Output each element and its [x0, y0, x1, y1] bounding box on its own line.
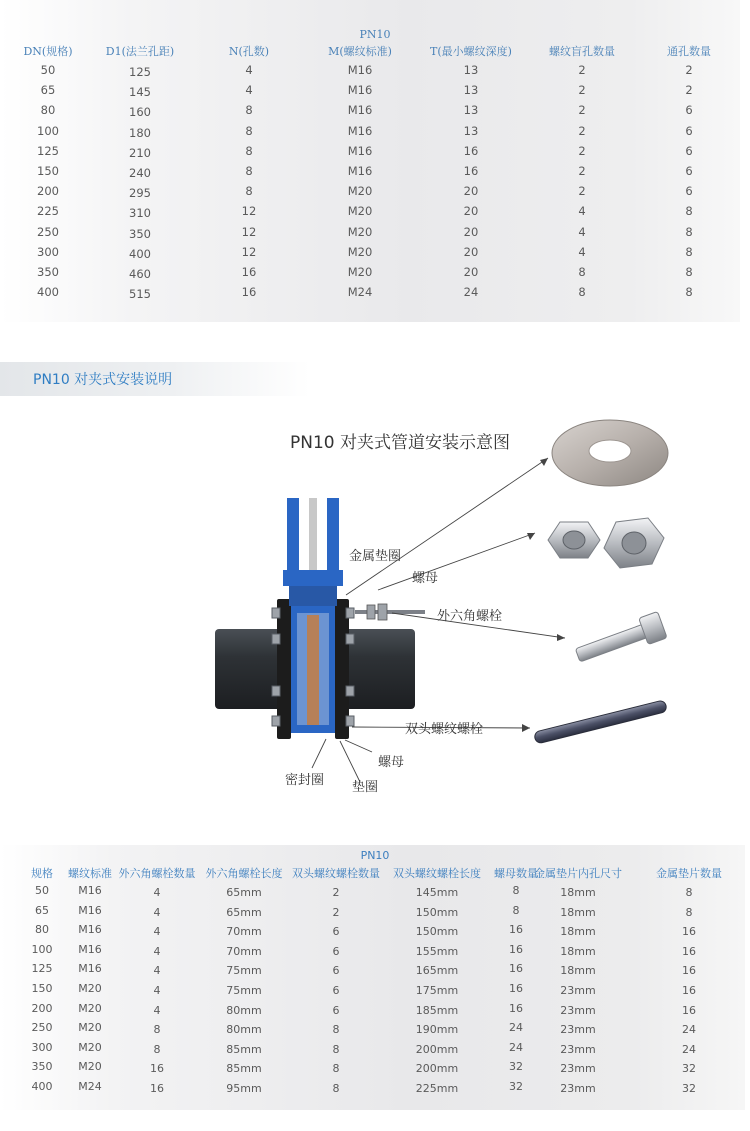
table-cell: 6 [332, 925, 340, 939]
label-nut-bottom: 螺母 [378, 755, 405, 770]
table-cell: 24 [682, 1042, 696, 1056]
table-cell: 2 [332, 905, 340, 919]
table-cell: 2 [685, 63, 693, 77]
column-header: 外六角螺栓数量 [118, 867, 196, 880]
table-cell: 16 [463, 164, 479, 178]
table-cell: M16 [347, 103, 373, 118]
table-cell: M16 [78, 884, 102, 897]
bolt-head [272, 608, 280, 618]
table-cell: 240 [129, 166, 151, 180]
table-cell: 4 [578, 224, 586, 239]
table-cell: 16 [463, 143, 479, 158]
table-cell: 8 [578, 265, 586, 279]
flange-spec-table [0, 0, 750, 322]
table-cell: 8 [685, 204, 693, 219]
table-cell: 32 [509, 1060, 523, 1074]
table-cell: 6 [332, 1003, 340, 1017]
table-cell: M20 [347, 204, 373, 219]
table-cell: 18mm [560, 964, 596, 978]
table-cell: 16 [150, 1082, 164, 1095]
table-cell: M20 [347, 224, 373, 239]
table-cell: M16 [347, 83, 373, 98]
table-cell: 100 [31, 942, 53, 956]
table-cell: 150mm [415, 905, 459, 919]
table-cell: M16 [78, 923, 102, 937]
table-cell: 20 [463, 244, 479, 259]
table-cell: 225 [37, 204, 59, 219]
column-header: 通孔数量 [667, 45, 711, 58]
table-cell: 16 [682, 925, 696, 939]
label-nut-top: 螺母 [412, 571, 439, 586]
table-cell: 8 [512, 903, 520, 917]
table-cell: 145 [129, 85, 151, 100]
column-header: 外六角螺栓长度 [205, 867, 283, 880]
column-header: DN(规格) [23, 45, 73, 58]
table-cell: M20 [78, 1021, 102, 1035]
table-cell: 300 [31, 1040, 53, 1054]
table-cell: 6 [685, 123, 693, 138]
table-group-label: PN10 [360, 849, 390, 862]
table-cell: 8 [685, 224, 693, 239]
table-cell: 2 [578, 103, 586, 118]
table-cell: 75mm [226, 984, 262, 997]
label-stud-bolt: 双头螺纹螺栓 [405, 722, 484, 737]
table-cell: 4 [153, 1003, 161, 1017]
column-header: D1(法兰孔距) [105, 45, 175, 58]
table-cell: 8 [685, 905, 693, 919]
table-cell: 200mm [415, 1062, 459, 1076]
table-cell: M16 [347, 63, 373, 77]
table-cell: 32 [682, 1062, 696, 1076]
table-cell: 150 [37, 164, 59, 178]
table-cell: 2 [578, 63, 586, 77]
table-cell: 460 [129, 267, 151, 281]
table-group-label: PN10 [359, 28, 391, 41]
table-cell: 18mm [560, 944, 596, 958]
table-cell: 23mm [560, 984, 596, 997]
table-cell: 24 [682, 1023, 696, 1037]
table-cell: 4 [153, 905, 161, 919]
table-cell: 4 [245, 83, 253, 98]
table-cell: 12 [241, 244, 257, 259]
table-cell: 4 [153, 964, 161, 978]
table-cell: 4 [153, 984, 161, 997]
table-cell: 2 [332, 886, 340, 899]
table-cell: 300 [37, 244, 59, 259]
table-cell: 200 [31, 1001, 53, 1015]
table-background [0, 845, 745, 1110]
table-cell: 8 [332, 1062, 340, 1076]
table-cell: 190mm [415, 1023, 459, 1037]
table-cell: 95mm [226, 1082, 262, 1095]
column-header: 双头螺纹螺栓数量 [292, 867, 380, 880]
column-header: N(孔数) [228, 45, 270, 58]
table-cell: 50 [35, 884, 49, 897]
table-cell: 310 [129, 206, 151, 221]
bolt-spec-table [0, 845, 750, 1110]
table-cell: 16 [509, 982, 523, 995]
table-cell: 32 [509, 1080, 523, 1093]
table-cell: 8 [685, 265, 693, 279]
column-header: M(螺纹标准) [328, 45, 392, 58]
table-cell: 8 [685, 244, 693, 259]
table-cell: 50 [40, 63, 56, 77]
table-cell: 65mm [226, 905, 262, 919]
table-cell: 200 [37, 184, 59, 199]
table-cell: 65 [40, 83, 56, 98]
table-cell: M20 [347, 184, 373, 199]
table-cell: M24 [78, 1080, 102, 1093]
table-cell: 16 [509, 942, 523, 956]
table-cell: 350 [31, 1060, 53, 1074]
table-cell: 12 [241, 204, 257, 219]
table-cell: 4 [153, 886, 161, 899]
valve-frame-right [327, 498, 339, 578]
table-cell: 8 [153, 1023, 161, 1037]
table-cell: M16 [78, 942, 102, 956]
table-cell: 2 [685, 83, 693, 98]
table-cell: M16 [347, 164, 373, 178]
table-cell: 150 [31, 982, 53, 995]
table-cell: 8 [245, 143, 253, 158]
table-cell: 250 [37, 224, 59, 239]
column-header: 双头螺纹螺栓长度 [393, 867, 481, 880]
table-cell: M20 [78, 1060, 102, 1074]
installation-diagram [0, 400, 750, 830]
table-cell: M16 [78, 962, 102, 976]
table-cell: 2 [578, 143, 586, 158]
table-cell: 155mm [415, 944, 459, 958]
table-cell: 350 [129, 226, 151, 241]
label-gasket: 垫圈 [352, 780, 379, 795]
table-cell: 200mm [415, 1042, 459, 1056]
table-cell: 80 [35, 923, 49, 937]
table-cell: 65 [35, 903, 49, 917]
table-cell: 12 [241, 224, 257, 239]
table-cell: 13 [463, 103, 479, 118]
table-cell: 16 [150, 1062, 164, 1076]
table-cell: 80 [40, 103, 56, 118]
column-header: 规格 [31, 867, 53, 880]
table-cell: M16 [347, 143, 373, 158]
table-cell: 8 [578, 285, 586, 300]
table-cell: 16 [509, 923, 523, 937]
table-cell: 175mm [415, 984, 459, 997]
table-cell: 6 [685, 103, 693, 118]
table-cell: 150mm [415, 925, 459, 939]
table-cell: 2 [578, 83, 586, 98]
table-cell: M20 [78, 1040, 102, 1054]
table-cell: 8 [332, 1082, 340, 1095]
table-cell: 16 [682, 964, 696, 978]
diagram-svg [0, 400, 750, 830]
table-cell: 125 [37, 143, 59, 158]
table-cell: 125 [31, 962, 53, 976]
column-header: 螺纹盲孔数量 [549, 45, 615, 58]
table-cell: 2 [578, 184, 586, 199]
table-cell: 20 [463, 224, 479, 239]
table-cell: 8 [512, 884, 520, 897]
table-cell: 6 [332, 964, 340, 978]
table-cell: 16 [682, 984, 696, 997]
table-cell: 13 [463, 83, 479, 98]
table-cell: 23mm [560, 1003, 596, 1017]
table-cell: 185mm [415, 1003, 459, 1017]
table-cell: 100 [37, 123, 59, 138]
table-cell: 24 [509, 1021, 523, 1035]
table-cell: 225mm [415, 1082, 459, 1095]
table-cell: 23mm [560, 1062, 596, 1076]
table-cell: M24 [347, 285, 373, 300]
table-cell: 350 [37, 265, 59, 279]
column-header: 金属垫片数量 [656, 867, 722, 880]
table-cell: 295 [129, 186, 151, 201]
table-cell: 65mm [226, 886, 262, 899]
table-cell: 4 [153, 925, 161, 939]
table-cell: 180 [129, 125, 151, 140]
table-cell: 8 [153, 1042, 161, 1056]
table-cell: 16 [509, 1001, 523, 1015]
column-header: 金属垫片内孔尺寸 [534, 867, 622, 880]
table-cell: 4 [578, 204, 586, 219]
table-cell: 8 [685, 886, 693, 899]
table-cell: 4 [578, 244, 586, 259]
table-cell: 400 [37, 285, 59, 300]
table-cell: 6 [685, 143, 693, 158]
table-cell: 18mm [560, 886, 596, 899]
table-cell: 75mm [226, 964, 262, 978]
table-cell: M20 [347, 265, 373, 279]
table-cell: M20 [78, 982, 102, 995]
table-cell: 125 [129, 65, 151, 79]
table-cell: 8 [332, 1023, 340, 1037]
table-cell: 16 [509, 962, 523, 976]
label-seal: 密封圈 [285, 773, 325, 788]
table-cell: 16 [682, 944, 696, 958]
table-cell: 16 [241, 265, 257, 279]
table-cell: 165mm [415, 964, 459, 978]
diagram-title: PN10 对夹式管道安装示意图 [289, 433, 511, 453]
table-cell: 23mm [560, 1023, 596, 1037]
table-cell: M20 [78, 1001, 102, 1015]
column-header: T(最小螺纹深度) [430, 45, 512, 58]
hex-bolt-image [573, 611, 667, 668]
table-cell: 6 [685, 184, 693, 199]
table-cell: M16 [78, 903, 102, 917]
table-cell: 8 [332, 1042, 340, 1056]
table-cell: 85mm [226, 1042, 262, 1056]
valve-frame-left [287, 498, 299, 578]
table-cell: 16 [241, 285, 257, 300]
stud-bolt-image [534, 700, 668, 744]
table-cell: 80mm [226, 1023, 262, 1037]
table-cell: 80mm [226, 1003, 262, 1017]
table-cell: 6 [685, 164, 693, 178]
table-cell: 24 [463, 285, 479, 300]
table-cell: 18mm [560, 925, 596, 939]
table-cell: 8 [245, 123, 253, 138]
table-cell: 6 [332, 944, 340, 958]
column-header: 螺纹标准 [68, 867, 112, 880]
label-washer: 金属垫圈 [349, 549, 402, 564]
table-cell: 70mm [226, 925, 262, 939]
table-cell: M16 [347, 123, 373, 138]
table-cell: 515 [129, 287, 151, 302]
washer-image [552, 420, 668, 486]
table-cell: 2 [578, 164, 586, 178]
section-title: PN10 对夹式安装说明 [33, 372, 173, 388]
table-cell: 250 [31, 1021, 53, 1035]
table-cell: 2 [578, 123, 586, 138]
column-header: 螺母数量 [494, 867, 538, 880]
table-cell: 8 [245, 184, 253, 199]
table-cell: 6 [332, 984, 340, 997]
table-cell: 8 [245, 164, 253, 178]
table-cell: 70mm [226, 944, 262, 958]
table-cell: 4 [153, 944, 161, 958]
table-cell: 20 [463, 204, 479, 219]
arrow-head [540, 458, 548, 466]
nuts-image [548, 518, 664, 568]
table-cell: 145mm [415, 886, 459, 899]
table-cell: 210 [129, 145, 151, 160]
table-cell: 32 [682, 1082, 696, 1095]
label-hex-bolt: 外六角螺栓 [437, 609, 503, 624]
table-cell: 13 [463, 123, 479, 138]
table-cell: 160 [129, 105, 151, 120]
table-cell: 400 [129, 246, 151, 261]
section-title-bar [0, 362, 310, 396]
table-cell: 16 [682, 1003, 696, 1017]
table-cell: 23mm [560, 1042, 596, 1056]
table-cell: 13 [463, 63, 479, 77]
table-cell: 400 [31, 1080, 53, 1093]
table-cell: 18mm [560, 905, 596, 919]
table-cell: M20 [347, 244, 373, 259]
table-cell: 8 [245, 103, 253, 118]
table-cell: 24 [509, 1040, 523, 1054]
table-cell: 23mm [560, 1082, 596, 1095]
table-cell: 4 [245, 63, 253, 77]
table-cell: 85mm [226, 1062, 262, 1076]
table-cell: 20 [463, 265, 479, 279]
table-cell: 8 [685, 285, 693, 300]
table-cell: 20 [463, 184, 479, 199]
